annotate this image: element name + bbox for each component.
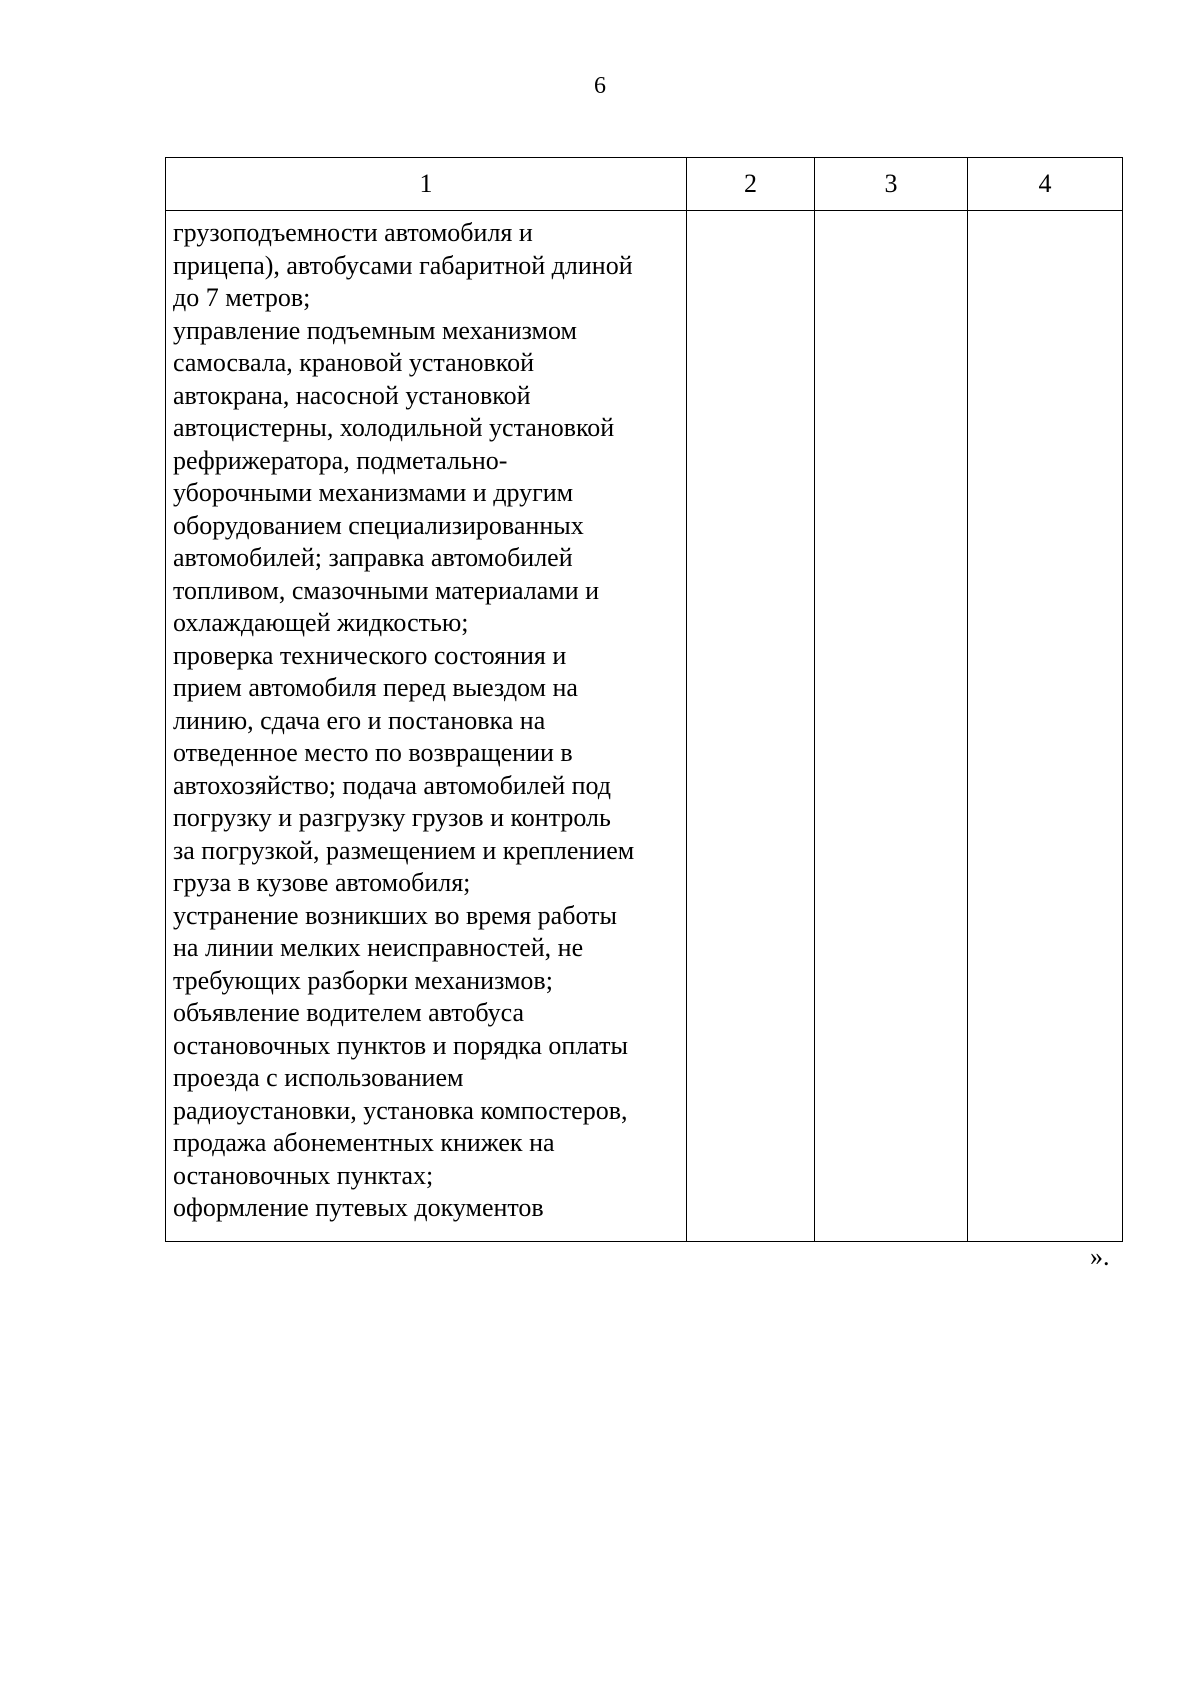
table-row <box>166 211 1123 1242</box>
text-line: радиоустановки, установка компостеров, <box>173 1095 628 1125</box>
text-line: объявление водителем автобуса <box>173 998 524 1027</box>
text-line: топливом, смазочными материалами и <box>173 575 600 605</box>
text-line: отведенное место по возвращении в <box>173 738 573 767</box>
text-line: охлаждающей жидкостью; <box>173 608 469 637</box>
text-line: автоцистерны, холодильной установкой <box>173 413 615 442</box>
duties-description-cell <box>166 211 687 1242</box>
text-line: требующих разборки механизмов; <box>173 965 553 995</box>
text-line: прицепа), автобусами габаритной длиной <box>173 250 633 280</box>
document-table <box>165 157 1123 1242</box>
text-line: грузоподъемности автомобиля и <box>173 218 533 247</box>
text-line: оформление путевых документов <box>173 1193 544 1222</box>
text-line: за погрузкой, размещением и креплением <box>173 835 635 865</box>
text-line: продажа абонементных книжек на <box>173 1128 555 1157</box>
column-header-2: 2 <box>687 158 815 211</box>
page-number: 6 <box>594 73 606 99</box>
column-2-cell <box>687 211 815 1242</box>
text-line: остановочных пунктов и порядка оплаты <box>173 1030 628 1060</box>
text-line: остановочных пунктах; <box>173 1160 434 1190</box>
text-line: уборочными механизмами и другим <box>173 478 574 507</box>
text-line: проезда с использованием <box>173 1063 464 1092</box>
text-line: самосвала, крановой установкой <box>173 348 535 377</box>
text-line: погрузку и разгрузку грузов и контроль <box>173 803 611 832</box>
text-line: оборудованием специализированных <box>173 510 584 540</box>
text-line: на линии мелких неисправностей, не <box>173 933 584 962</box>
column-4-cell <box>968 211 1123 1242</box>
text-line: устранение возникших во время работы <box>173 900 617 930</box>
column-3-cell <box>815 211 968 1242</box>
text-line: рефрижератора, подметально- <box>173 445 508 475</box>
text-line: прием автомобиля перед выездом на <box>173 673 578 702</box>
text-line: груза в кузове автомобиля; <box>173 868 471 897</box>
text-line: линию, сдача его и постановка на <box>173 705 546 735</box>
column-header-4: 4 <box>968 158 1123 211</box>
column-header-3: 3 <box>815 158 968 211</box>
text-line: управление подъемным механизмом <box>173 315 577 345</box>
text-line: автомобилей; заправка автомобилей <box>173 543 573 572</box>
text-line: автокрана, насосной установкой <box>173 380 531 410</box>
column-header-1: 1 <box>166 158 687 211</box>
closing-quote: ». <box>1090 1242 1110 1271</box>
text-line: до 7 метров; <box>173 283 311 312</box>
text-line: автохозяйство; подача автомобилей под <box>173 770 612 800</box>
table-header-row <box>166 158 1123 211</box>
text-line: проверка технического состояния и <box>173 640 567 670</box>
